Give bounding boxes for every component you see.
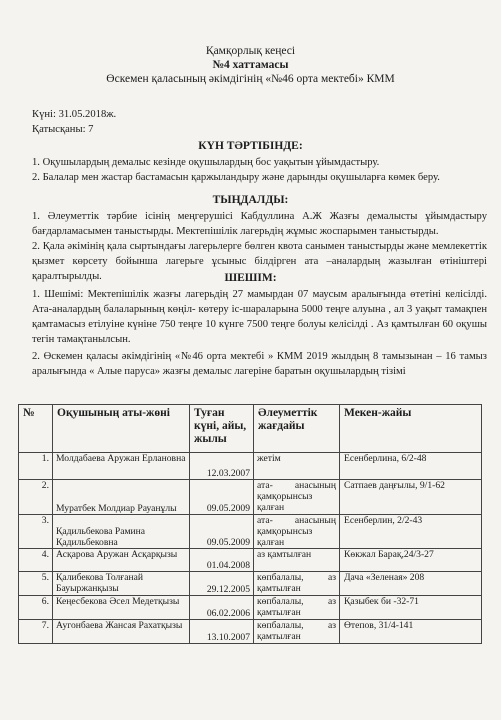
agenda-item-2: 2. Балалар мен жастар бастамасын қаржыландыру және дарынды оқушыларға көмек беру. xyxy=(32,172,440,183)
row-number: 1. xyxy=(19,453,53,480)
birth-date: 13.10.2007 xyxy=(190,620,254,644)
council-title: Қамқорлық кеңесі xyxy=(205,45,296,57)
heard-paragraph-1: 1. Әлеуметтік тәрбие ісінің меңгерушісі Кабдуллина А.Ж Жазғы демалысты ұйымдастыру бағдарламасымен таныстырды. Мектепішілік лагерьдің жұмыс жоспарымен таныстырды. xyxy=(32,211,487,237)
social-status: ата- анасының қамқорынсыз қалған xyxy=(254,515,340,549)
birth-date: 09.05.2009 xyxy=(190,515,254,549)
header-address: Мекен-жайы xyxy=(340,405,482,453)
student-name: Асқарова Аружан Асқарқызы xyxy=(53,549,190,572)
decision-heading: ШЕШІМ: xyxy=(224,272,277,284)
table-row xyxy=(19,549,482,572)
header-num: № xyxy=(19,405,53,453)
table-row xyxy=(19,453,482,480)
address: Есенберлин, 2/2-43 xyxy=(340,515,482,549)
row-number: 5. xyxy=(19,572,53,596)
birth-date: 09.05.2009 xyxy=(190,480,254,515)
table-header-row xyxy=(19,405,482,453)
address: Өтепов, 31/4-141 xyxy=(340,620,482,644)
social-status: аз қамтылған xyxy=(254,549,340,572)
social-status: жетім xyxy=(254,453,340,480)
student-name: Қалибекова Толғанай Бауыржанқызы xyxy=(53,572,190,596)
agenda-heading: КҮН ТӘРТІБІНДЕ: xyxy=(198,140,303,152)
row-number: 6. xyxy=(19,596,53,620)
student-name: Қадильбекова Рамина Қадильбековна xyxy=(53,515,190,549)
social-status: көпбалалы, аз қамтылған xyxy=(254,596,340,620)
row-number: 3. xyxy=(19,515,53,549)
agenda-item-1: 1. Оқушылардың демалыс кезінде оқушылардың бос уақытын ұйымдастыру. xyxy=(32,157,380,168)
heard-paragraph-2: 2. Қала әкімінің қала сыртындағы лагерьлерге бөлген квота санымен таныстырды және мемлекеттік қызмет көрсету бойынша лагерьге ұсыныс білдірген ата –аналардың жазылған өтініштері қаралтырылды. xyxy=(32,241,487,282)
social-status: көпбалалы, аз қамтылған xyxy=(254,620,340,644)
birth-date: 06.02.2006 xyxy=(190,596,254,620)
header-dob: Туған күні, айы, жылы xyxy=(190,405,254,453)
attendance-count: Қатысқаны: 7 xyxy=(32,124,94,135)
address: Қазыбек би -32-71 xyxy=(340,596,482,620)
table-row xyxy=(19,480,482,515)
school-name: Өскемен қаласының әкімдігінің «№46 орта мектебі» КММ xyxy=(106,73,395,85)
table-row xyxy=(19,620,482,644)
student-list-table xyxy=(18,404,482,644)
decision-paragraph-2: 2. Өскемен қаласы әкімдігінің «№46 орта мектебі » КММ 2019 жылдың 8 тамызынан – 16 тамыз аралығында « Алые паруса» жазғы демалыс лагеріне баратын оқушылардың тізімі xyxy=(32,351,487,377)
meeting-date: Күні: 31.05.2018ж. xyxy=(32,109,117,120)
student-name: Муратбек Молдиар Рауанұлы xyxy=(53,480,190,515)
birth-date: 29.12.2005 xyxy=(190,572,254,596)
social-status: ата- анасының қамқорынсыз қалған xyxy=(254,480,340,515)
address: Көкжал Барақ,24/3-27 xyxy=(340,549,482,572)
header-name: Оқушының аты-жөні xyxy=(53,405,190,453)
birth-date: 01.04.2008 xyxy=(190,549,254,572)
header-status: Әлеуметтік жағдайы xyxy=(254,405,340,453)
row-number: 7. xyxy=(19,620,53,644)
address: Дача «Зеленая» 208 xyxy=(340,572,482,596)
protocol-number: №4 хаттамасы xyxy=(212,59,289,71)
table-row xyxy=(19,596,482,620)
address: Сатпаев даңғылы, 9/1-62 xyxy=(340,480,482,515)
address: Есенберлина, 6/2-48 xyxy=(340,453,482,480)
table-row xyxy=(19,572,482,596)
row-number: 2. xyxy=(19,480,53,515)
social-status: көпбалалы, аз қамтылған xyxy=(254,572,340,596)
row-number: 4. xyxy=(19,549,53,572)
student-name: Молдабаева Аружан Ерлановна xyxy=(53,453,190,480)
student-name: Кеңесбекова Әсел Медетқызы xyxy=(53,596,190,620)
heard-heading: ТЫҢДАЛДЫ: xyxy=(212,194,289,206)
birth-date: 12.03.2007 xyxy=(190,453,254,480)
table-row xyxy=(19,515,482,549)
student-name: Аугонбаева Жансая Рахатқызы xyxy=(53,620,190,644)
decision-paragraph-1: 1. Шешімі: Мектепішілік жазғы лагерьдің 27 мамырдан 07 маусым аралығында өтетіні келісілді. Ата-аналардың балаларының көңіл- көтеру іс-шараларына 5000 теңге алуына , ал 3 уақыт тамақпен қамтамасыз етілуіне күніне 750 теңге 10 күнге 7500 теңге болуы келісілді . Аз қамтылған 60 оқушы тегін тамақтанылсын. xyxy=(32,289,487,345)
